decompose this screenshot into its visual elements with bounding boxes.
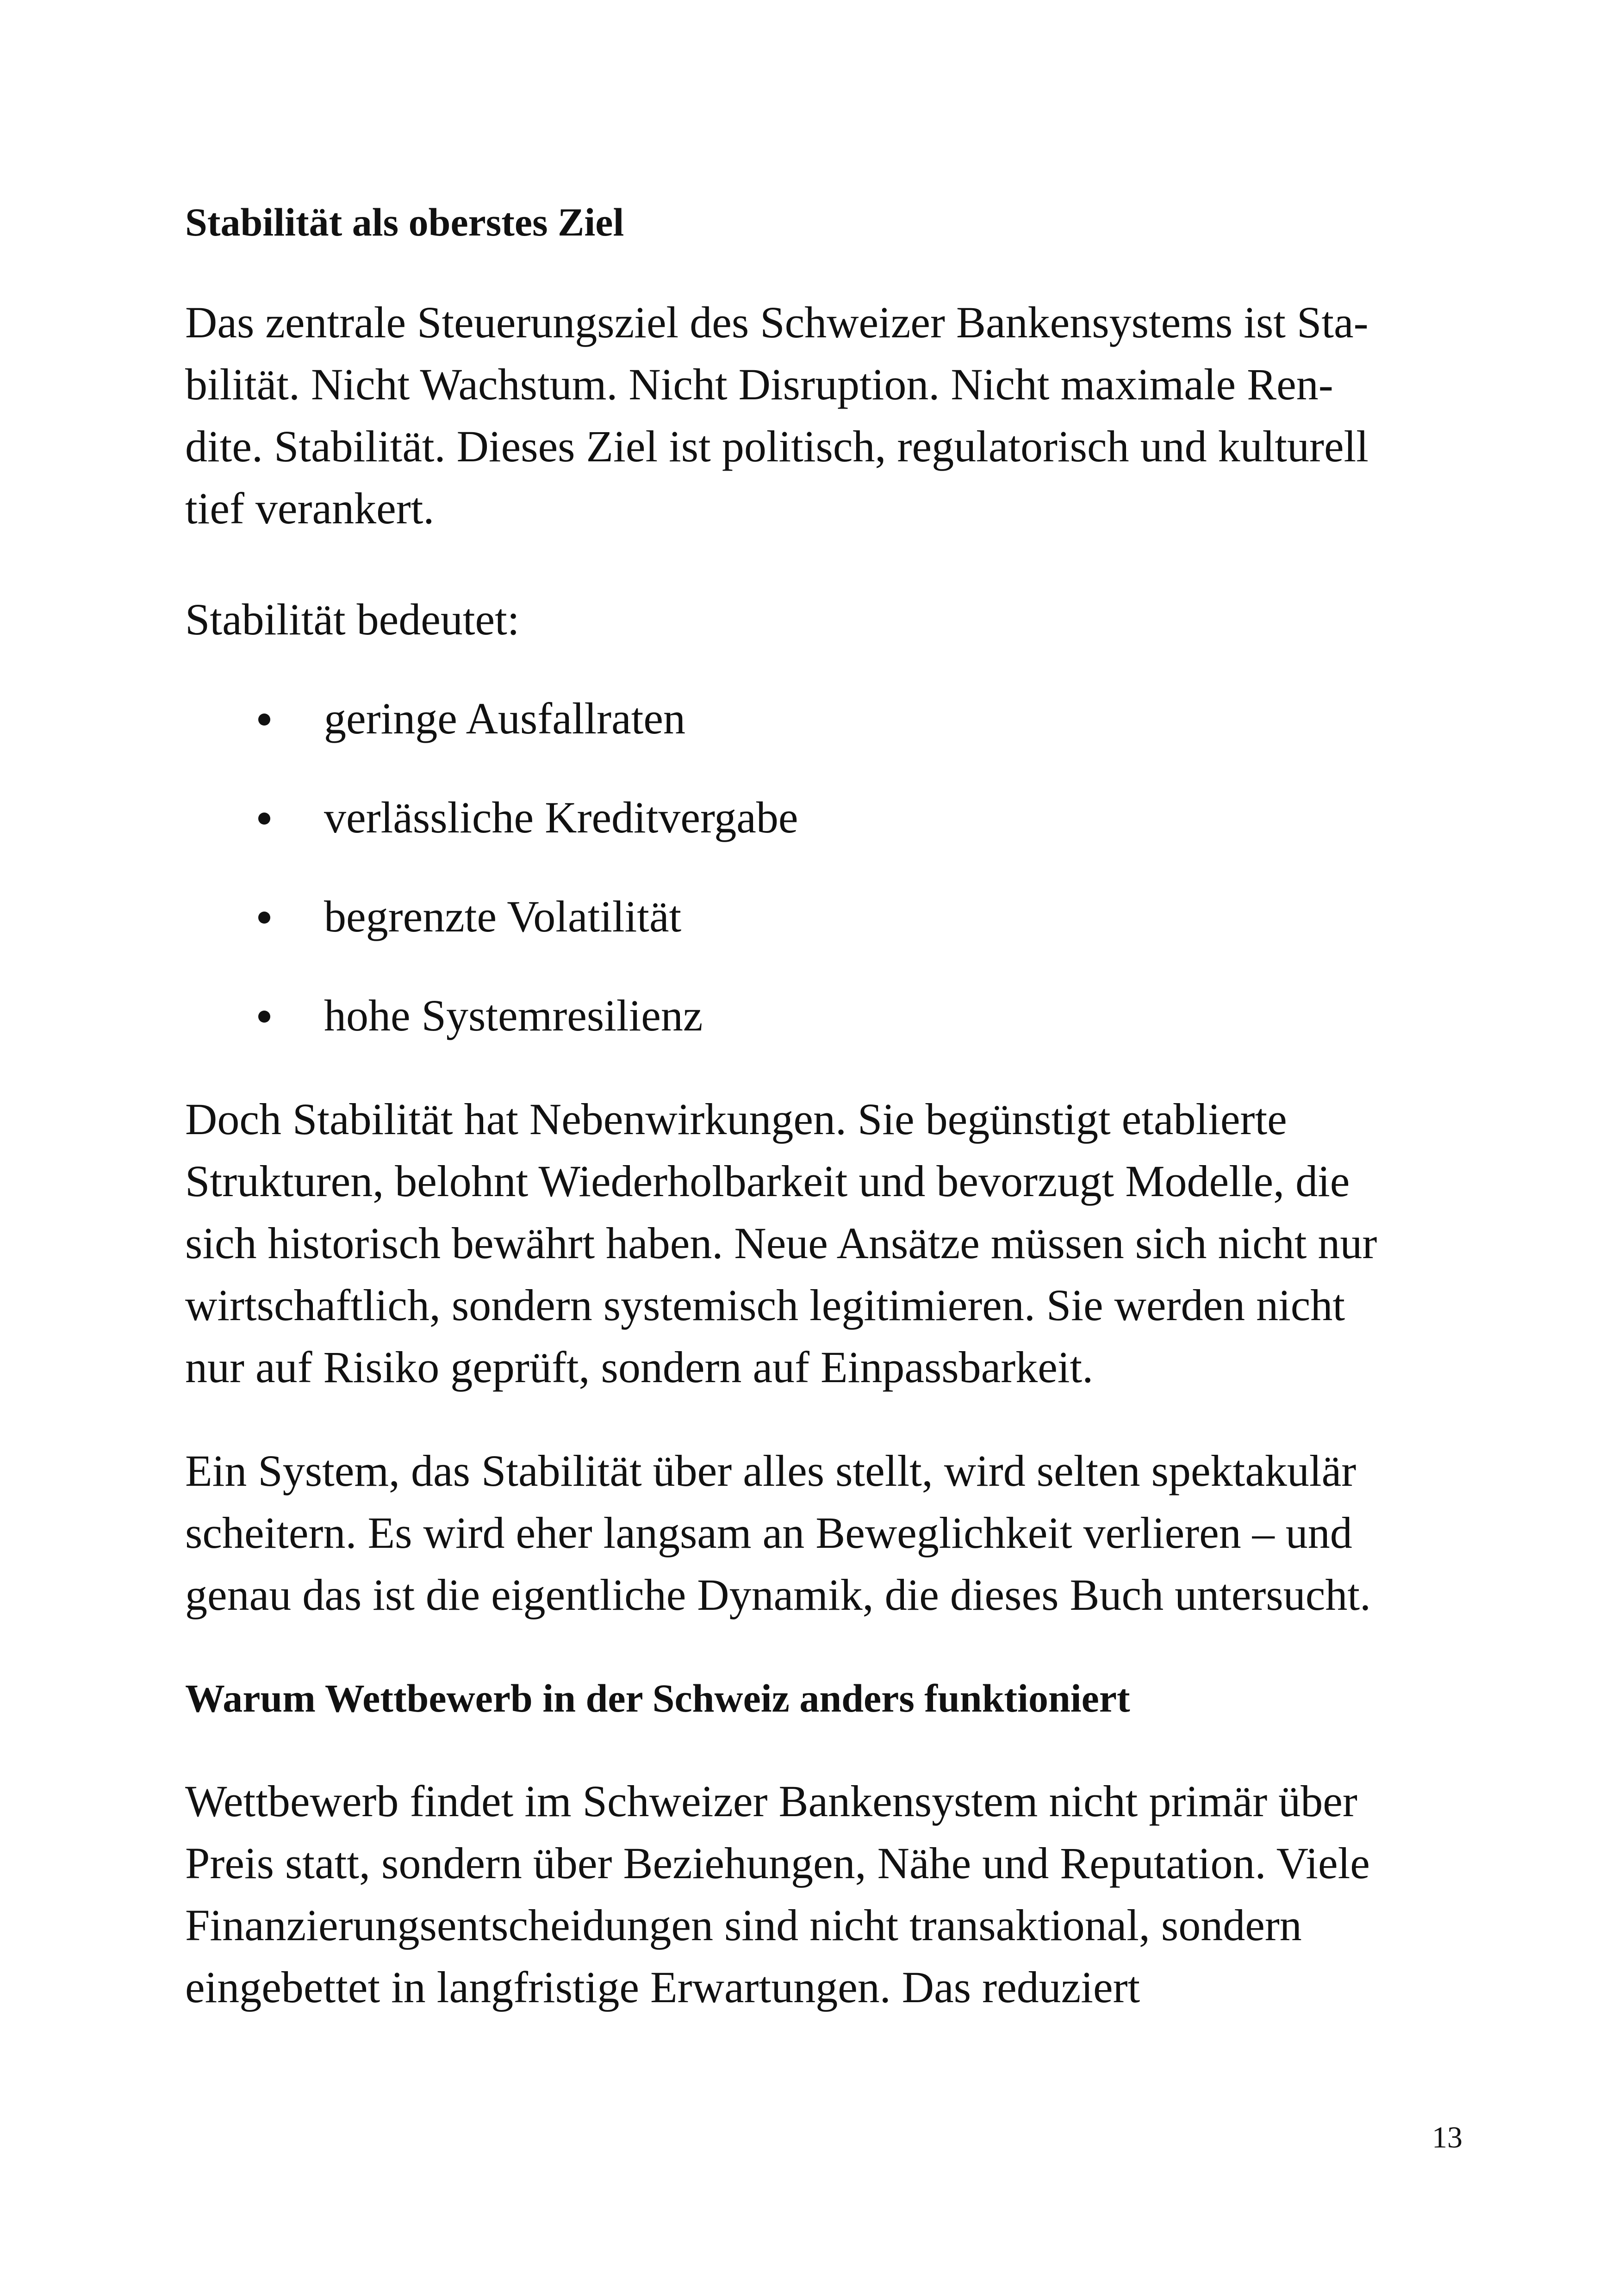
list-item xyxy=(185,688,1453,750)
list-item-text: geringe Ausfallraten xyxy=(324,694,686,743)
paragraph-line: Finanzierungsentscheidungen sind nicht transaktional, sondern xyxy=(185,1900,1302,1950)
bullet-icon xyxy=(258,1011,270,1023)
list-item-text: hohe Systemresilienz xyxy=(324,991,703,1040)
page-content xyxy=(185,194,1453,2018)
paragraph-line: wirtschaftlich, sondern systemisch legitimieren. Sie werden nicht xyxy=(185,1280,1345,1330)
bullet-icon xyxy=(258,714,270,726)
paragraph-line: genau das ist die eigentliche Dynamik, die dieses Buch untersucht. xyxy=(185,1570,1371,1620)
paragraph-line: sich historisch bewährt haben. Neue Ansätze müssen sich nicht nur xyxy=(185,1218,1377,1268)
paragraph-line: dite. Stabilität. Dieses Ziel ist politisch, regulatorisch und kulturell xyxy=(185,422,1369,471)
list-item-text: begrenzte Volatilität xyxy=(324,892,682,941)
paragraph-line: eingebettet in langfristige Erwartungen. Das reduziert xyxy=(185,1962,1140,2012)
paragraph-line: Preis statt, sondern über Beziehungen, Nähe und Reputation. Viele xyxy=(185,1838,1370,1888)
paragraph-line: scheitern. Es wird eher langsam an Beweglichkeit verlieren – und xyxy=(185,1508,1352,1558)
paragraph-conclusion xyxy=(185,1440,1453,1626)
paragraph-line: nur auf Risiko geprüft, sondern auf Einpassbarkeit. xyxy=(185,1342,1094,1392)
paragraph-line: Wettbewerb findet im Schweizer Bankensystem nicht primär über xyxy=(185,1776,1357,1826)
paragraph-line: bilität. Nicht Wachstum. Nicht Disruption. Nicht maximale Ren- xyxy=(185,360,1333,409)
section-heading-competition: Warum Wettbewerb in der Schweiz anders funktioniert xyxy=(185,1676,1130,1720)
bullet-icon xyxy=(258,813,270,825)
paragraph-line: tief verankert. xyxy=(185,484,435,533)
list-item xyxy=(185,886,1453,948)
section-heading-stability: Stabilität als oberstes Ziel xyxy=(185,200,624,244)
paragraph-line: Das zentrale Steuerungsziel des Schweizer Bankensystems ist Sta- xyxy=(185,298,1369,347)
paragraph-line: Strukturen, belohnt Wiederholbarkeit und bevorzugt Modelle, die xyxy=(185,1156,1350,1206)
paragraph-intro xyxy=(185,292,1453,540)
paragraph-line: Ein System, das Stabilität über alles stellt, wird selten spektakulär xyxy=(185,1446,1357,1496)
paragraph-competition xyxy=(185,1770,1453,2018)
page-number: 13 xyxy=(1432,2121,1462,2154)
paragraph-line: Doch Stabilität hat Nebenwirkungen. Sie begünstigt etablierte xyxy=(185,1094,1287,1144)
paragraph-stability-means: Stabilität bedeutet: xyxy=(185,595,520,644)
list-item xyxy=(185,787,1453,849)
list-item-text: verlässliche Kreditvergabe xyxy=(324,793,798,842)
paragraph-side-effects xyxy=(185,1088,1453,1398)
list-item xyxy=(185,985,1453,1047)
bullet-icon xyxy=(258,912,270,924)
bullet-list xyxy=(185,688,1453,1047)
